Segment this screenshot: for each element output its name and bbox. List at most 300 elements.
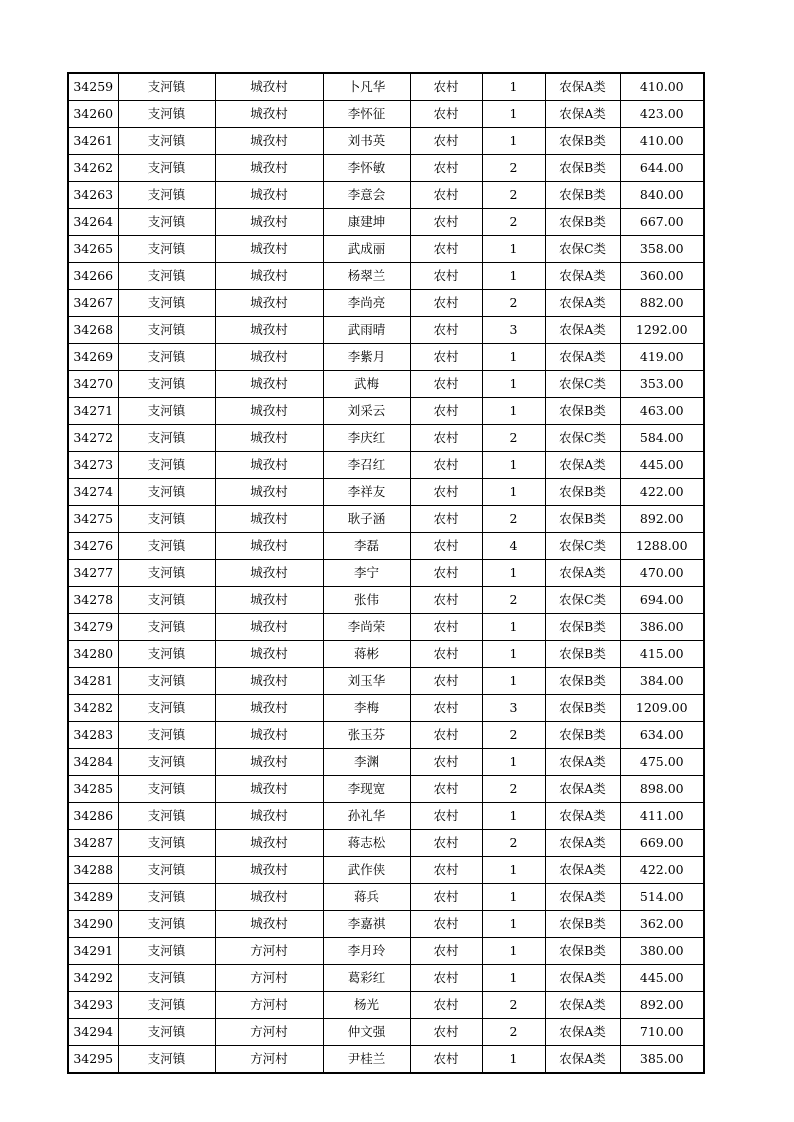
household-type-cell: 农村 bbox=[410, 1019, 482, 1046]
insurance-category-cell: 农保B类 bbox=[545, 614, 620, 641]
member-count-cell: 1 bbox=[482, 398, 545, 425]
name-cell: 康建坤 bbox=[323, 209, 410, 236]
insurance-category-cell: 农保C类 bbox=[545, 371, 620, 398]
town-cell: 支河镇 bbox=[118, 803, 215, 830]
town-cell: 支河镇 bbox=[118, 614, 215, 641]
village-cell: 城孜村 bbox=[215, 263, 323, 290]
member-count-cell: 1 bbox=[482, 965, 545, 992]
table-row bbox=[68, 1046, 704, 1074]
insurance-category-cell: 农保A类 bbox=[545, 101, 620, 128]
town-cell: 支河镇 bbox=[118, 722, 215, 749]
village-cell: 城孜村 bbox=[215, 803, 323, 830]
insurance-category-cell: 农保A类 bbox=[545, 884, 620, 911]
name-cell: 李磊 bbox=[323, 533, 410, 560]
household-type-cell: 农村 bbox=[410, 695, 482, 722]
member-count-cell: 1 bbox=[482, 938, 545, 965]
village-cell: 城孜村 bbox=[215, 290, 323, 317]
town-cell: 支河镇 bbox=[118, 236, 215, 263]
household-type-cell: 农村 bbox=[410, 506, 482, 533]
town-cell: 支河镇 bbox=[118, 560, 215, 587]
household-type-cell: 农村 bbox=[410, 965, 482, 992]
member-count-cell: 2 bbox=[482, 425, 545, 452]
amount-cell: 634.00 bbox=[620, 722, 704, 749]
town-cell: 支河镇 bbox=[118, 371, 215, 398]
name-cell: 蒋兵 bbox=[323, 884, 410, 911]
insurance-category-cell: 农保C类 bbox=[545, 587, 620, 614]
insurance-category-cell: 农保B类 bbox=[545, 398, 620, 425]
amount-cell: 667.00 bbox=[620, 209, 704, 236]
records-table bbox=[67, 72, 705, 1074]
name-cell: 李尚荣 bbox=[323, 614, 410, 641]
record-id-cell: 34267 bbox=[68, 290, 118, 317]
name-cell: 李现宽 bbox=[323, 776, 410, 803]
name-cell: 李梅 bbox=[323, 695, 410, 722]
table-row bbox=[68, 128, 704, 155]
insurance-category-cell: 农保A类 bbox=[545, 317, 620, 344]
member-count-cell: 1 bbox=[482, 803, 545, 830]
name-cell: 刘采云 bbox=[323, 398, 410, 425]
record-id-cell: 34264 bbox=[68, 209, 118, 236]
village-cell: 城孜村 bbox=[215, 398, 323, 425]
household-type-cell: 农村 bbox=[410, 209, 482, 236]
town-cell: 支河镇 bbox=[118, 776, 215, 803]
record-id-cell: 34294 bbox=[68, 1019, 118, 1046]
insurance-category-cell: 农保B类 bbox=[545, 641, 620, 668]
table-row bbox=[68, 830, 704, 857]
town-cell: 支河镇 bbox=[118, 938, 215, 965]
insurance-category-cell: 农保A类 bbox=[545, 73, 620, 101]
record-id-cell: 34261 bbox=[68, 128, 118, 155]
insurance-category-cell: 农保A类 bbox=[545, 1019, 620, 1046]
village-cell: 城孜村 bbox=[215, 155, 323, 182]
member-count-cell: 2 bbox=[482, 776, 545, 803]
village-cell: 方河村 bbox=[215, 938, 323, 965]
table-row bbox=[68, 452, 704, 479]
table-row bbox=[68, 425, 704, 452]
insurance-category-cell: 农保A类 bbox=[545, 344, 620, 371]
record-id-cell: 34283 bbox=[68, 722, 118, 749]
amount-cell: 1209.00 bbox=[620, 695, 704, 722]
insurance-category-cell: 农保A类 bbox=[545, 452, 620, 479]
town-cell: 支河镇 bbox=[118, 425, 215, 452]
town-cell: 支河镇 bbox=[118, 1046, 215, 1074]
household-type-cell: 农村 bbox=[410, 641, 482, 668]
household-type-cell: 农村 bbox=[410, 263, 482, 290]
amount-cell: 892.00 bbox=[620, 506, 704, 533]
amount-cell: 380.00 bbox=[620, 938, 704, 965]
village-cell: 城孜村 bbox=[215, 641, 323, 668]
household-type-cell: 农村 bbox=[410, 803, 482, 830]
record-id-cell: 34265 bbox=[68, 236, 118, 263]
town-cell: 支河镇 bbox=[118, 641, 215, 668]
insurance-category-cell: 农保C类 bbox=[545, 425, 620, 452]
record-id-cell: 34271 bbox=[68, 398, 118, 425]
town-cell: 支河镇 bbox=[118, 533, 215, 560]
table-row bbox=[68, 911, 704, 938]
household-type-cell: 农村 bbox=[410, 371, 482, 398]
member-count-cell: 2 bbox=[482, 1019, 545, 1046]
table-row bbox=[68, 317, 704, 344]
amount-cell: 898.00 bbox=[620, 776, 704, 803]
table-row bbox=[68, 290, 704, 317]
household-type-cell: 农村 bbox=[410, 749, 482, 776]
household-type-cell: 农村 bbox=[410, 128, 482, 155]
village-cell: 城孜村 bbox=[215, 371, 323, 398]
name-cell: 李宁 bbox=[323, 560, 410, 587]
insurance-category-cell: 农保A类 bbox=[545, 965, 620, 992]
village-cell: 城孜村 bbox=[215, 344, 323, 371]
amount-cell: 445.00 bbox=[620, 452, 704, 479]
amount-cell: 584.00 bbox=[620, 425, 704, 452]
household-type-cell: 农村 bbox=[410, 101, 482, 128]
member-count-cell: 2 bbox=[482, 722, 545, 749]
village-cell: 方河村 bbox=[215, 992, 323, 1019]
table-row bbox=[68, 803, 704, 830]
member-count-cell: 2 bbox=[482, 587, 545, 614]
amount-cell: 384.00 bbox=[620, 668, 704, 695]
household-type-cell: 农村 bbox=[410, 587, 482, 614]
table-row bbox=[68, 533, 704, 560]
table-row bbox=[68, 884, 704, 911]
record-id-cell: 34262 bbox=[68, 155, 118, 182]
village-cell: 城孜村 bbox=[215, 101, 323, 128]
village-cell: 城孜村 bbox=[215, 533, 323, 560]
town-cell: 支河镇 bbox=[118, 344, 215, 371]
village-cell: 城孜村 bbox=[215, 209, 323, 236]
member-count-cell: 3 bbox=[482, 695, 545, 722]
table-row bbox=[68, 587, 704, 614]
record-id-cell: 34289 bbox=[68, 884, 118, 911]
amount-cell: 892.00 bbox=[620, 992, 704, 1019]
record-id-cell: 34282 bbox=[68, 695, 118, 722]
amount-cell: 694.00 bbox=[620, 587, 704, 614]
amount-cell: 419.00 bbox=[620, 344, 704, 371]
village-cell: 方河村 bbox=[215, 1046, 323, 1074]
amount-cell: 882.00 bbox=[620, 290, 704, 317]
insurance-category-cell: 农保B类 bbox=[545, 722, 620, 749]
village-cell: 城孜村 bbox=[215, 317, 323, 344]
insurance-category-cell: 农保B类 bbox=[545, 506, 620, 533]
name-cell: 李庆红 bbox=[323, 425, 410, 452]
record-id-cell: 34279 bbox=[68, 614, 118, 641]
record-id-cell: 34272 bbox=[68, 425, 118, 452]
record-id-cell: 34290 bbox=[68, 911, 118, 938]
record-id-cell: 34268 bbox=[68, 317, 118, 344]
village-cell: 城孜村 bbox=[215, 128, 323, 155]
insurance-category-cell: 农保A类 bbox=[545, 560, 620, 587]
record-id-cell: 34269 bbox=[68, 344, 118, 371]
amount-cell: 353.00 bbox=[620, 371, 704, 398]
amount-cell: 422.00 bbox=[620, 479, 704, 506]
town-cell: 支河镇 bbox=[118, 668, 215, 695]
table-row bbox=[68, 560, 704, 587]
name-cell: 李祥友 bbox=[323, 479, 410, 506]
table-row bbox=[68, 857, 704, 884]
household-type-cell: 农村 bbox=[410, 1046, 482, 1074]
name-cell: 杨光 bbox=[323, 992, 410, 1019]
town-cell: 支河镇 bbox=[118, 965, 215, 992]
village-cell: 城孜村 bbox=[215, 776, 323, 803]
member-count-cell: 1 bbox=[482, 101, 545, 128]
amount-cell: 475.00 bbox=[620, 749, 704, 776]
town-cell: 支河镇 bbox=[118, 101, 215, 128]
name-cell: 李意会 bbox=[323, 182, 410, 209]
insurance-category-cell: 农保B类 bbox=[545, 182, 620, 209]
village-cell: 城孜村 bbox=[215, 73, 323, 101]
name-cell: 李嘉祺 bbox=[323, 911, 410, 938]
insurance-category-cell: 农保B类 bbox=[545, 128, 620, 155]
town-cell: 支河镇 bbox=[118, 1019, 215, 1046]
member-count-cell: 2 bbox=[482, 506, 545, 533]
household-type-cell: 农村 bbox=[410, 452, 482, 479]
member-count-cell: 2 bbox=[482, 290, 545, 317]
household-type-cell: 农村 bbox=[410, 317, 482, 344]
village-cell: 城孜村 bbox=[215, 479, 323, 506]
name-cell: 刘书英 bbox=[323, 128, 410, 155]
town-cell: 支河镇 bbox=[118, 128, 215, 155]
member-count-cell: 2 bbox=[482, 830, 545, 857]
table-row bbox=[68, 263, 704, 290]
member-count-cell: 1 bbox=[482, 668, 545, 695]
town-cell: 支河镇 bbox=[118, 290, 215, 317]
table-row bbox=[68, 614, 704, 641]
name-cell: 李月玲 bbox=[323, 938, 410, 965]
household-type-cell: 农村 bbox=[410, 398, 482, 425]
town-cell: 支河镇 bbox=[118, 209, 215, 236]
amount-cell: 1292.00 bbox=[620, 317, 704, 344]
amount-cell: 410.00 bbox=[620, 73, 704, 101]
amount-cell: 463.00 bbox=[620, 398, 704, 425]
town-cell: 支河镇 bbox=[118, 749, 215, 776]
table-row bbox=[68, 776, 704, 803]
record-id-cell: 34274 bbox=[68, 479, 118, 506]
village-cell: 方河村 bbox=[215, 965, 323, 992]
member-count-cell: 1 bbox=[482, 263, 545, 290]
insurance-category-cell: 农保A类 bbox=[545, 857, 620, 884]
insurance-category-cell: 农保A类 bbox=[545, 290, 620, 317]
amount-cell: 669.00 bbox=[620, 830, 704, 857]
town-cell: 支河镇 bbox=[118, 911, 215, 938]
member-count-cell: 1 bbox=[482, 371, 545, 398]
village-cell: 城孜村 bbox=[215, 587, 323, 614]
household-type-cell: 农村 bbox=[410, 614, 482, 641]
table-row bbox=[68, 965, 704, 992]
town-cell: 支河镇 bbox=[118, 317, 215, 344]
record-id-cell: 34280 bbox=[68, 641, 118, 668]
town-cell: 支河镇 bbox=[118, 73, 215, 101]
village-cell: 城孜村 bbox=[215, 749, 323, 776]
member-count-cell: 1 bbox=[482, 857, 545, 884]
name-cell: 耿子涵 bbox=[323, 506, 410, 533]
household-type-cell: 农村 bbox=[410, 182, 482, 209]
name-cell: 李尚亮 bbox=[323, 290, 410, 317]
village-cell: 方河村 bbox=[215, 1019, 323, 1046]
town-cell: 支河镇 bbox=[118, 695, 215, 722]
village-cell: 城孜村 bbox=[215, 884, 323, 911]
insurance-category-cell: 农保A类 bbox=[545, 992, 620, 1019]
town-cell: 支河镇 bbox=[118, 830, 215, 857]
name-cell: 李怀征 bbox=[323, 101, 410, 128]
amount-cell: 360.00 bbox=[620, 263, 704, 290]
member-count-cell: 1 bbox=[482, 236, 545, 263]
household-type-cell: 农村 bbox=[410, 425, 482, 452]
table-row bbox=[68, 695, 704, 722]
table-row bbox=[68, 371, 704, 398]
record-id-cell: 34266 bbox=[68, 263, 118, 290]
insurance-category-cell: 农保B类 bbox=[545, 155, 620, 182]
household-type-cell: 农村 bbox=[410, 479, 482, 506]
member-count-cell: 1 bbox=[482, 614, 545, 641]
town-cell: 支河镇 bbox=[118, 479, 215, 506]
member-count-cell: 1 bbox=[482, 911, 545, 938]
town-cell: 支河镇 bbox=[118, 587, 215, 614]
household-type-cell: 农村 bbox=[410, 992, 482, 1019]
insurance-category-cell: 农保B类 bbox=[545, 695, 620, 722]
table-row bbox=[68, 668, 704, 695]
insurance-category-cell: 农保C类 bbox=[545, 236, 620, 263]
village-cell: 城孜村 bbox=[215, 425, 323, 452]
member-count-cell: 1 bbox=[482, 884, 545, 911]
name-cell: 杨翠兰 bbox=[323, 263, 410, 290]
name-cell: 武雨晴 bbox=[323, 317, 410, 344]
name-cell: 卜凡华 bbox=[323, 73, 410, 101]
name-cell: 蒋志松 bbox=[323, 830, 410, 857]
record-id-cell: 34270 bbox=[68, 371, 118, 398]
record-id-cell: 34278 bbox=[68, 587, 118, 614]
member-count-cell: 4 bbox=[482, 533, 545, 560]
town-cell: 支河镇 bbox=[118, 857, 215, 884]
member-count-cell: 1 bbox=[482, 641, 545, 668]
name-cell: 李渊 bbox=[323, 749, 410, 776]
household-type-cell: 农村 bbox=[410, 236, 482, 263]
household-type-cell: 农村 bbox=[410, 533, 482, 560]
amount-cell: 358.00 bbox=[620, 236, 704, 263]
member-count-cell: 1 bbox=[482, 1046, 545, 1074]
record-id-cell: 34292 bbox=[68, 965, 118, 992]
town-cell: 支河镇 bbox=[118, 506, 215, 533]
record-id-cell: 34259 bbox=[68, 73, 118, 101]
village-cell: 城孜村 bbox=[215, 506, 323, 533]
village-cell: 城孜村 bbox=[215, 236, 323, 263]
amount-cell: 411.00 bbox=[620, 803, 704, 830]
record-id-cell: 34293 bbox=[68, 992, 118, 1019]
insurance-category-cell: 农保B类 bbox=[545, 479, 620, 506]
amount-cell: 445.00 bbox=[620, 965, 704, 992]
name-cell: 孙礼华 bbox=[323, 803, 410, 830]
insurance-category-cell: 农保A类 bbox=[545, 830, 620, 857]
village-cell: 城孜村 bbox=[215, 857, 323, 884]
household-type-cell: 农村 bbox=[410, 560, 482, 587]
name-cell: 刘玉华 bbox=[323, 668, 410, 695]
town-cell: 支河镇 bbox=[118, 182, 215, 209]
amount-cell: 1288.00 bbox=[620, 533, 704, 560]
village-cell: 城孜村 bbox=[215, 911, 323, 938]
amount-cell: 710.00 bbox=[620, 1019, 704, 1046]
table-row bbox=[68, 749, 704, 776]
household-type-cell: 农村 bbox=[410, 73, 482, 101]
household-type-cell: 农村 bbox=[410, 155, 482, 182]
record-id-cell: 34287 bbox=[68, 830, 118, 857]
town-cell: 支河镇 bbox=[118, 398, 215, 425]
insurance-category-cell: 农保B类 bbox=[545, 911, 620, 938]
insurance-category-cell: 农保A类 bbox=[545, 749, 620, 776]
name-cell: 张玉芬 bbox=[323, 722, 410, 749]
insurance-category-cell: 农保A类 bbox=[545, 1046, 620, 1074]
household-type-cell: 农村 bbox=[410, 938, 482, 965]
table-row bbox=[68, 209, 704, 236]
table-row bbox=[68, 479, 704, 506]
table-row bbox=[68, 1019, 704, 1046]
village-cell: 城孜村 bbox=[215, 452, 323, 479]
village-cell: 城孜村 bbox=[215, 830, 323, 857]
member-count-cell: 1 bbox=[482, 128, 545, 155]
town-cell: 支河镇 bbox=[118, 263, 215, 290]
record-id-cell: 34288 bbox=[68, 857, 118, 884]
member-count-cell: 1 bbox=[482, 452, 545, 479]
member-count-cell: 1 bbox=[482, 73, 545, 101]
amount-cell: 644.00 bbox=[620, 155, 704, 182]
name-cell: 武成丽 bbox=[323, 236, 410, 263]
table-row bbox=[68, 101, 704, 128]
record-id-cell: 34260 bbox=[68, 101, 118, 128]
household-type-cell: 农村 bbox=[410, 911, 482, 938]
name-cell: 武作侠 bbox=[323, 857, 410, 884]
member-count-cell: 1 bbox=[482, 560, 545, 587]
village-cell: 城孜村 bbox=[215, 722, 323, 749]
amount-cell: 385.00 bbox=[620, 1046, 704, 1074]
name-cell: 李紫月 bbox=[323, 344, 410, 371]
amount-cell: 415.00 bbox=[620, 641, 704, 668]
amount-cell: 514.00 bbox=[620, 884, 704, 911]
member-count-cell: 2 bbox=[482, 182, 545, 209]
village-cell: 城孜村 bbox=[215, 560, 323, 587]
table-row bbox=[68, 344, 704, 371]
table-row bbox=[68, 722, 704, 749]
table-row bbox=[68, 992, 704, 1019]
record-id-cell: 34281 bbox=[68, 668, 118, 695]
record-id-cell: 34285 bbox=[68, 776, 118, 803]
name-cell: 武梅 bbox=[323, 371, 410, 398]
name-cell: 李召红 bbox=[323, 452, 410, 479]
amount-cell: 410.00 bbox=[620, 128, 704, 155]
amount-cell: 470.00 bbox=[620, 560, 704, 587]
household-type-cell: 农村 bbox=[410, 857, 482, 884]
member-count-cell: 2 bbox=[482, 155, 545, 182]
town-cell: 支河镇 bbox=[118, 155, 215, 182]
record-id-cell: 34275 bbox=[68, 506, 118, 533]
name-cell: 尹桂兰 bbox=[323, 1046, 410, 1074]
household-type-cell: 农村 bbox=[410, 668, 482, 695]
record-id-cell: 34263 bbox=[68, 182, 118, 209]
village-cell: 城孜村 bbox=[215, 695, 323, 722]
table-row bbox=[68, 182, 704, 209]
record-id-cell: 34291 bbox=[68, 938, 118, 965]
table-row bbox=[68, 155, 704, 182]
table-row bbox=[68, 506, 704, 533]
table-row bbox=[68, 398, 704, 425]
table-body bbox=[68, 73, 704, 1073]
town-cell: 支河镇 bbox=[118, 884, 215, 911]
amount-cell: 840.00 bbox=[620, 182, 704, 209]
table-row bbox=[68, 641, 704, 668]
table-row bbox=[68, 236, 704, 263]
name-cell: 蒋彬 bbox=[323, 641, 410, 668]
record-id-cell: 34284 bbox=[68, 749, 118, 776]
town-cell: 支河镇 bbox=[118, 452, 215, 479]
table-row bbox=[68, 938, 704, 965]
insurance-category-cell: 农保C类 bbox=[545, 533, 620, 560]
village-cell: 城孜村 bbox=[215, 182, 323, 209]
